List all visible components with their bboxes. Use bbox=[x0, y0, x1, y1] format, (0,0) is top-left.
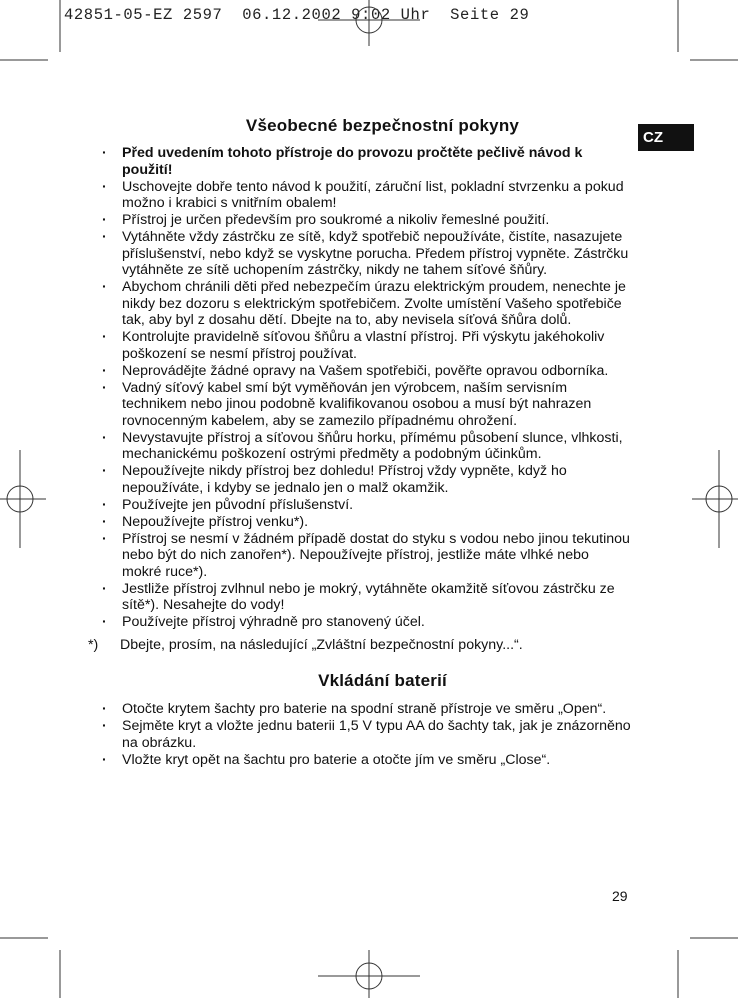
list-item: · Nepoužívejte nikdy přístroj bez dohledu! Přístroj vždy vypněte, když ho nepoužíváte, i kdyby se jednalo jen o malž okamžik. bbox=[98, 463, 632, 496]
footnote-text: Dbejte, prosím, na následující „Zvláštní bezpečnostní pokyny...“. bbox=[120, 636, 523, 653]
list-item: · Jestliže přístroj zvlhnul nebo je mokrý, vytáhněte okamžitě síťovou zástrčku ze sítě*). Nesahejte do vody! bbox=[98, 581, 632, 614]
list-item: · Kontrolujte pravidelně síťovou šňůru a vlastní přístroj. Při výskytu jakéhokoliv poškození se nesmí přístroj používat. bbox=[98, 329, 632, 362]
list-item: · Nepoužívejte přístroj venku*). bbox=[98, 514, 632, 531]
registration-mark-left bbox=[0, 450, 46, 548]
registration-mark-top bbox=[318, 0, 420, 46]
language-tab: CZ bbox=[638, 124, 694, 151]
registration-mark-bottom bbox=[318, 950, 420, 998]
list-item: · Vytáhněte vždy zástrčku ze sítě, když spotřebič nepoužíváte, čistíte, nasazujete příslušenství, nebo když se vyskytne porucha. Předem přístroj vypněte. Zástrčku vytáhněte ze sítě uchopením zástrčky, nikdy ne tahem síťové šňůry. bbox=[98, 229, 632, 279]
list-item: · Nevystavujte přístroj a síťovou šňůru horku, přímému působení slunce, vlhkosti, mechanickému poškození ostrými předměty a podobným účinkům. bbox=[98, 430, 632, 463]
list-item: · Sejměte kryt a vložte jednu baterii 1,5 V typu AA do šachty tak, jak je znázorněno na obrázku. bbox=[98, 718, 632, 751]
list-item: · Přístroj je určen především pro soukromé a nikoliv řemeslné použití. bbox=[98, 212, 632, 229]
list-item: · Používejte přístroj výhradně pro stanovený účel. bbox=[98, 614, 632, 631]
safety-heading: Všeobecné bezpečnostní pokyny bbox=[245, 116, 520, 135]
safety-list bbox=[98, 145, 632, 631]
list-item: · Uschovejte dobře tento návod k použití, záruční list, pokladní stvrzenku a pokud možno i krabici s vnitřním obalem! bbox=[98, 179, 632, 212]
registration-mark-right bbox=[692, 450, 738, 548]
batteries-heading: Vkládání baterií bbox=[318, 671, 447, 690]
list-item: · Abychom chránili děti před nebezpečím úrazu elektrickým proudem, nenechte je nikdy bez dozoru s elektrickým spotřebičem. Zvolte umístění Vašeho spotřebiče tak, aby byl z dosahu dětí. Dbejte na to, aby nevisela síťová šňůra dolů. bbox=[98, 279, 632, 329]
print-header: 42851-05-EZ 2597 06.12.2002 9:02 Uhr Seite 29 bbox=[64, 6, 530, 24]
list-item: · Neprovádějte žádné opravy na Vašem spotřebiči, pověřte opravou odborníka. bbox=[98, 363, 632, 380]
list-item: · Před uvedením tohoto přístroje do provozu pročtěte pečlivě návod k použití! bbox=[98, 145, 632, 178]
list-item: · Používejte jen původní příslušenství. bbox=[98, 497, 632, 514]
list-item: · Otočte krytem šachty pro baterie na spodní straně přístroje ve směru „Open“. bbox=[98, 701, 632, 718]
page-number: 29 bbox=[612, 888, 628, 904]
footnote-mark: *) bbox=[88, 636, 99, 653]
footnote bbox=[88, 636, 632, 654]
batteries-list bbox=[98, 701, 632, 768]
list-item: · Vadný síťový kabel smí být vyměňován jen výrobcem, naším servisním technikem nebo jinou podobně kvalifikovanou osobou a musí být nahrazen rovnocenným kabelem, aby se zamezilo případnému ohrožení. bbox=[98, 380, 632, 430]
list-item: · Přístroj se nesmí v žádném případě dostat do styku s vodou nebo jinou tekutinou nebo být do nich zanořen*). Nepoužívejte přístroj, jestliže máte vlhké nebo mokré ruce*). bbox=[98, 531, 632, 581]
page-content bbox=[88, 116, 632, 769]
list-item: · Vložte kryt opět na šachtu pro baterie a otočte jím ve směru „Close“. bbox=[98, 752, 632, 769]
